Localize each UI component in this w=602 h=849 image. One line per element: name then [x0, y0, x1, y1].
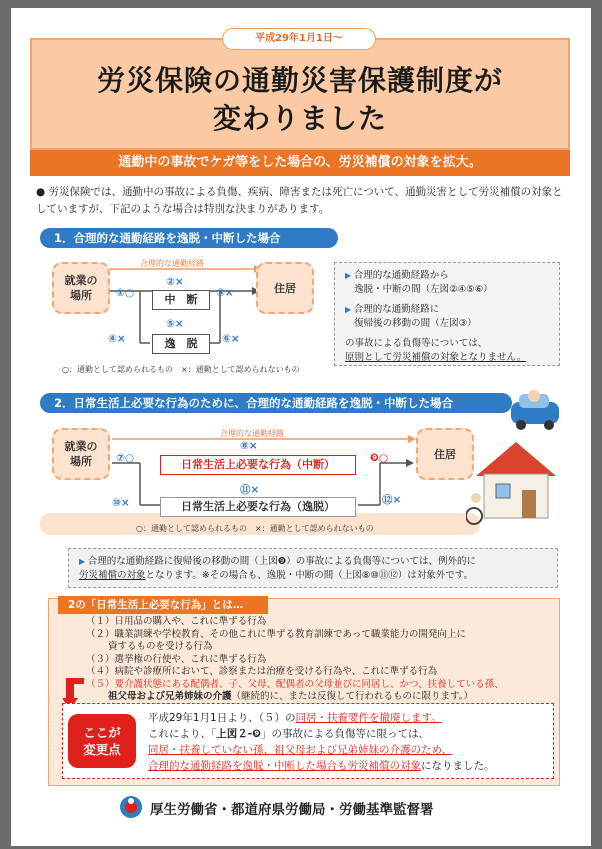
- badge-line-1: ここが: [83, 725, 121, 740]
- list-item: [86, 691, 556, 704]
- note-1-conclusion-line-1: の事故による負傷等については、: [345, 338, 488, 349]
- mark-8: ⑧×: [240, 440, 258, 452]
- car-icon: [505, 380, 565, 440]
- home-label-2: 住居: [434, 447, 456, 461]
- interruption-box: 中 断: [152, 290, 210, 310]
- note-1-item-1-line-1: 合理的な通勤経路から: [353, 270, 449, 281]
- note-1-conclusion: [345, 337, 549, 365]
- change-line-2: [148, 726, 548, 742]
- workplace-label: 就業の 場所: [64, 274, 98, 302]
- triangle-icon: ▶: [345, 305, 354, 314]
- section-2-heading: 2．日常生活上必要な行為のために、合理的な通勤経路を逸脱・中断した場合: [40, 393, 512, 413]
- mark-10: ⑩×: [112, 497, 130, 509]
- change-line-2c: 」の事故による負傷等に限っては、: [261, 728, 429, 740]
- subtitle-banner: 通勤中の事故でケガ等をした場合の、労災補償の対象を拡大。: [30, 150, 570, 176]
- list-item: （５）要介護状態にある配偶者、子、父母、配偶者の父母並びに同居し、かつ、扶養している孫、: [86, 678, 504, 690]
- mark-12: ⑫×: [382, 494, 402, 506]
- note-1-item-1: [345, 269, 549, 297]
- workplace-box-2: [52, 428, 110, 480]
- section-1-note: [334, 262, 560, 366]
- legend-1: ○：通勤として認められるもの ×：通勤として認められないもの: [62, 365, 300, 374]
- badge-line-2: 変更点: [83, 742, 121, 757]
- note-1-item-1-line-2: 逸脱・中断の間（左図②④⑤⑥）: [354, 284, 493, 295]
- effective-date-badge: 平成29年1月1日～: [222, 28, 376, 50]
- change-line-4b: になりました。: [421, 760, 495, 772]
- list-item: （４）病院や診療所において、診察または治療を受ける行為や、これに準ずる行為: [86, 666, 438, 677]
- intro-text: 労災保険では、通勤中の事故による負傷、疾病、障害または死亡について、通勤災害として労災補償の対象としていますが、下記のような場合は特別な決まりがあります。: [36, 186, 563, 215]
- change-text: [148, 710, 548, 774]
- change-line-4: [148, 758, 548, 774]
- legend-2: ○：通勤として認められるもの ×：通勤として認められないもの: [136, 524, 374, 533]
- change-line-2b: 上図２-❾: [216, 728, 261, 740]
- workplace-box: [52, 262, 110, 314]
- workplace-label-2: 就業の 場所: [64, 440, 98, 468]
- change-point-badge: [68, 714, 136, 768]
- change-line-2a: これにより、「: [148, 728, 217, 740]
- home-label: 住居: [274, 281, 296, 295]
- route-label: 合理的な通勤経路: [140, 259, 204, 268]
- route-label-2: 合理的な通勤経路: [220, 429, 284, 438]
- mark-6: ⑥×: [222, 333, 240, 345]
- note-1-item-2: [345, 303, 549, 331]
- change-line-4a: 合理的な通勤経路を逸脱・中断した場合も労災補償の対象: [148, 760, 421, 772]
- list-item: （１）日用品の購入や、これに準ずる行為: [86, 616, 267, 627]
- mark-11: ⑪×: [240, 484, 260, 496]
- change-line-1a: 平成29年1月1日より、（５）の: [148, 712, 296, 724]
- intro-paragraph: [36, 184, 566, 218]
- section-2-note-line-3: となります。※その場合も、逸脱・中断の間（上図⑧⑩⑪⑫）は対象外です。: [145, 570, 473, 581]
- list-item: 資するものを受ける行為: [108, 641, 213, 652]
- note-1-conclusion-line-2: 原則として労災補償の対象となりません。: [345, 352, 527, 363]
- triangle-icon: ▶: [345, 271, 354, 280]
- list-item-tail: （継続的に、または反復して行われるものに限ります。）: [231, 691, 474, 702]
- bullet-icon: ●: [36, 186, 46, 198]
- issuer-footer: 厚生労働省・都道府県労働局・労働基準監督署: [150, 802, 434, 818]
- change-line-1: [148, 710, 548, 726]
- page-title: [30, 62, 570, 138]
- definition-heading: 2の「日常生活上必要な行為」とは…: [58, 596, 268, 614]
- note-1-item-2-line-1: 合理的な通勤経路に: [353, 304, 440, 315]
- ministry-logo-icon: [118, 794, 144, 820]
- mark-5: ⑤×: [166, 318, 184, 330]
- list-item-bold: 祖父母および兄弟姉妹の介護: [108, 691, 232, 702]
- mark-4: ④×: [108, 333, 126, 345]
- section-2-note-line-2: 労災補償の対象: [79, 570, 146, 581]
- mark-1: ①○: [116, 287, 135, 299]
- title-line-1: 労災保険の通勤災害保護制度が: [96, 64, 503, 97]
- list-item: （２）職業訓練や学校教育、その他これに準ずる教育訓練であって職業能力の開発向上に: [86, 628, 466, 640]
- house-icon: [466, 436, 566, 536]
- daily-necessity-deviation-box: 日常生活上必要な行為（逸脱）: [160, 497, 356, 517]
- mark-7: ⑦○: [116, 452, 135, 464]
- list-item: （３）選挙権の行使や、これに準ずる行為: [86, 653, 267, 665]
- daily-necessity-interruption-box: 日常生活上必要な行為（中断）: [160, 455, 356, 475]
- deviation-box: 逸 脱: [152, 334, 210, 354]
- section-2-note: [68, 548, 558, 588]
- mark-2: ②×: [166, 276, 184, 288]
- change-line-3: 同居・扶養していない孫、祖父母および兄弟姉妹の介護のため、: [148, 744, 453, 756]
- note-1-item-2-line-2: 復帰後の移動の間（左図③）: [354, 318, 477, 329]
- section-2-note-line-1: 合理的な通勤経路に復帰後の移動の間（上図❾）の事故による負傷等については、例外的に: [87, 556, 477, 567]
- home-box: [256, 262, 314, 314]
- definition-list: [86, 616, 556, 704]
- change-line-1b: 同居・扶養要件を撤廃します。: [295, 712, 442, 724]
- mark-3: ③×: [216, 287, 234, 299]
- mark-9: ❾○: [370, 452, 389, 464]
- title-line-2: 変わりました: [212, 102, 387, 135]
- triangle-icon: ▶: [79, 557, 88, 566]
- section-1-heading: 1．合理的な通勤経路を逸脱・中断した場合: [40, 228, 338, 248]
